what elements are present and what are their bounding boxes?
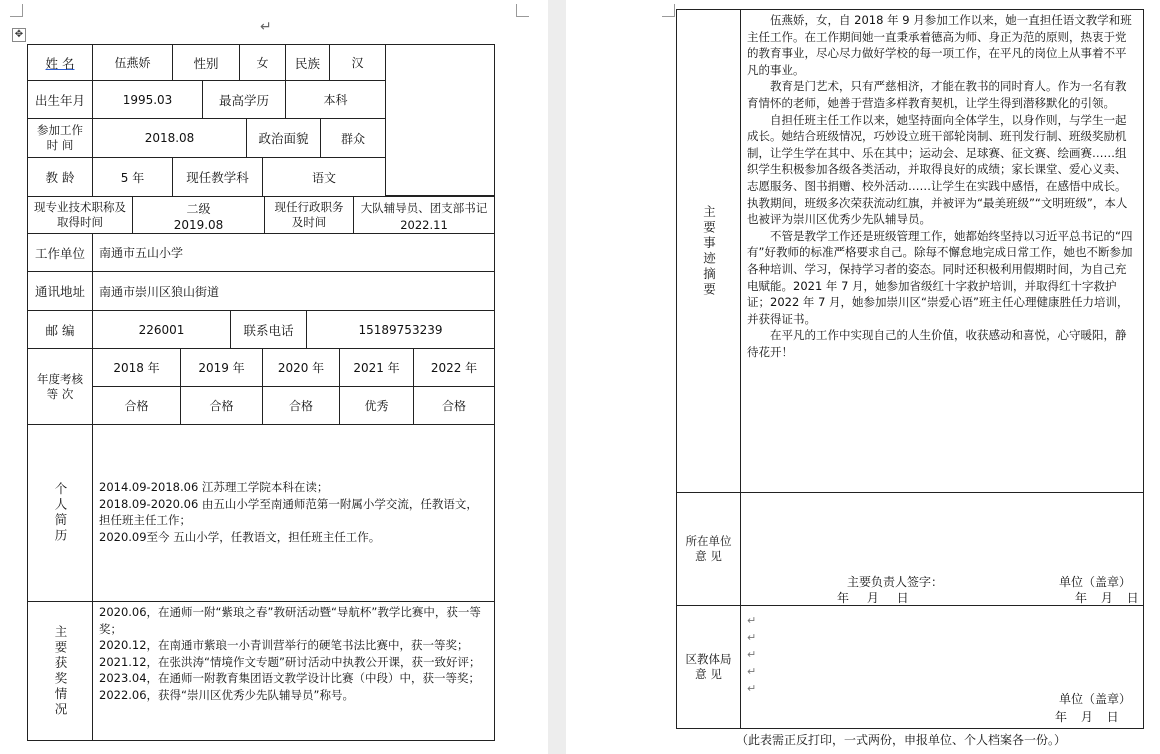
- title-date: 2019.08: [173, 218, 224, 232]
- deeds-paragraph: 自担任班主任工作以来，她坚持面向全体学生，以身作则，与学生一起成长。她结合班级情况，巧妙设立班干部轮岗制、班刊发行制、班级奖励机制，让学生学在其中、乐在其中；运动会、足球赛、征文赛、绘画赛……组织学生积极参加各级各类活动，并取得良好的成绩；家长课堂、爱心义卖、志愿服务、图书捐赠、校外活动……让学生在实践中感悟，在感悟中成长。执教期间，班级多次荣获流动红旗，并被评为“最美班级”“文明班级”，本人也被评为崇川区优秀少先队辅导员。: [747, 112, 1128, 227]
- teaching-years-label: 教 龄: [27, 157, 93, 197]
- birth-value[interactable]: 1995.03: [92, 80, 203, 119]
- footnote: （此表需正反打印，一式两份，申报单位、个人档案各一份。）: [736, 733, 1067, 747]
- bureau-seal-label: 单位（盖章）: [1059, 692, 1132, 706]
- deeds-paragraph: 不管是教学工作还是班级管理工作，她都始终坚持以习近平总书记的“四有”好教师的标准严格要求自己。除每不懈怠地完成日常工作，她也不断参加各种培训、学习，保持学习者的姿态。同时还积极利用假期时间，为自己充电赋能。2021 年 7 月，她参加省级红十字救护培训，并取得红十字救护证；2022 年 7 月，她参加崇川区“崇爱心语”班主任心理健康胜任力培训，并获得证书。: [747, 228, 1133, 326]
- bureau-opinion-label: 区教体局意 见: [676, 605, 741, 729]
- annual-result[interactable]: 合格: [92, 386, 181, 425]
- deeds-label: 主要事迹摘要: [676, 9, 741, 493]
- resume-line: 2018.09-2020.06 由五山小学至南通师范第一附属小学交流，任教语文，担任班主任工作；: [99, 496, 478, 528]
- leader-signature-label: 主要负责人签字：: [847, 575, 944, 589]
- title-value-cell[interactable]: [132, 196, 265, 234]
- subject-value[interactable]: 语文: [262, 157, 386, 197]
- corner-mark: [662, 4, 675, 17]
- unit-opinion-label: 所在单位意 见: [676, 492, 741, 606]
- annual-result[interactable]: 合格: [180, 386, 263, 425]
- corner-mark: [516, 4, 529, 17]
- award-line: 2022.06，获得“崇川区优秀少先队辅导员”称号。: [99, 687, 354, 702]
- deeds-content[interactable]: [740, 9, 1144, 493]
- bureau-opinion-content[interactable]: [740, 605, 1144, 729]
- birth-label: 出生年月: [27, 80, 93, 119]
- ethnicity-value[interactable]: 汉: [329, 44, 386, 81]
- paragraph-marks: ↵ ↵ ↵ ↵ ↵: [747, 614, 757, 695]
- admin-label: 现任行政职务及时间: [264, 196, 354, 234]
- awards-label: 主要获奖情况: [27, 601, 93, 741]
- date-line: 年 月 日: [1075, 591, 1139, 605]
- ethnicity-label: 民族: [285, 44, 330, 81]
- teaching-years-value[interactable]: 5 年: [92, 157, 173, 197]
- paragraph-mark: ↵: [260, 19, 272, 35]
- annual-result[interactable]: 合格: [262, 386, 340, 425]
- photo-cell: [385, 44, 495, 196]
- page-right: [566, 0, 1160, 754]
- title-level: 二级: [186, 201, 211, 216]
- corner-mark: [10, 4, 23, 17]
- work-start-label: 参加工作时 间: [27, 118, 93, 158]
- education-label: 最高学历: [202, 80, 286, 119]
- political-label: 政治面貌: [246, 118, 321, 158]
- annual-year: 2019 年: [180, 348, 263, 387]
- political-value[interactable]: 群众: [320, 118, 386, 158]
- address-value[interactable]: 南通市崇川区狼山街道: [92, 271, 495, 311]
- resume-label: 个人简历: [27, 424, 93, 602]
- resume-line: 2014.09-2018.06 江苏理工学院本科在读；: [99, 480, 329, 494]
- resume-line: 2020.09至今 五山小学，任教语文，担任班主任工作。: [99, 529, 381, 544]
- annual-year: 2021 年: [339, 348, 414, 387]
- unit-seal-label: 单位（盖章）: [1059, 575, 1132, 589]
- page-left: [0, 0, 548, 754]
- table-move-handle-icon[interactable]: ✥: [12, 28, 26, 42]
- name-label: 姓 名: [27, 44, 93, 81]
- education-value[interactable]: 本科: [285, 80, 386, 119]
- employer-value[interactable]: 南通市五山小学: [92, 233, 495, 272]
- award-line: 2021.12，在张洪涛“情境作文专题”研讨活动中执教公开课，获一致好评；: [99, 654, 481, 669]
- gender-label: 性别: [172, 44, 240, 81]
- award-line: 2020.12，在南通市紫琅一小青训营举行的硬笔书法比赛中，获一等奖；: [99, 638, 469, 653]
- awards-content[interactable]: [92, 601, 495, 741]
- admin-date: 2022.11: [400, 217, 448, 232]
- postcode-label: 邮 编: [27, 310, 93, 349]
- phone-label: 联系电话: [230, 310, 307, 349]
- annual-year: 2020 年: [262, 348, 340, 387]
- work-start-value[interactable]: 2018.08: [92, 118, 247, 158]
- title-label: 现专业技术职称及取得时间: [27, 196, 133, 234]
- address-label: 通讯地址: [27, 271, 93, 311]
- award-line: 2020.06，在通师一附“紫琅之春”教研活动暨“导航杯”教学比赛中，获一等奖；: [99, 605, 481, 636]
- deeds-paragraph: 伍燕娇，女，自 2018 年 9 月参加工作以来，她一直担任语文教学和班主任工作。在工作期间她一直秉承着德高为师、身正为范的原则，热衷于党的教育事业，尽心尽力做好学校的每一项工作，在平凡的岗位上从事着不平凡的事业。: [747, 13, 1132, 77]
- date-line: 年 月 日: [1055, 710, 1119, 724]
- admin-role: 大队辅导员、团支部书记: [360, 200, 488, 215]
- employer-label: 工作单位: [27, 233, 93, 272]
- date-line: 年 月 日: [837, 591, 909, 605]
- annual-label: 年度考核等 次: [27, 348, 93, 425]
- admin-value-cell[interactable]: [353, 196, 495, 234]
- postcode-value[interactable]: 226001: [92, 310, 231, 349]
- award-line: 2023.04，在通师一附教育集团语文教学设计比赛（中段）中，获一等奖；: [99, 671, 481, 686]
- unit-opinion-content[interactable]: [740, 492, 1144, 606]
- annual-result[interactable]: 优秀: [339, 386, 414, 425]
- resume-content[interactable]: [92, 424, 495, 602]
- subject-label: 现任教学科: [172, 157, 263, 197]
- annual-result[interactable]: 合格: [413, 386, 495, 425]
- gender-value[interactable]: 女: [239, 44, 286, 81]
- annual-year: 2022 年: [413, 348, 495, 387]
- name-value[interactable]: 伍燕娇: [92, 44, 173, 81]
- deeds-paragraph: 在平凡的工作中实现自己的人生价值，收获感动和喜悦，心守暖阳，静待花开！: [747, 328, 1127, 359]
- deeds-paragraph: 教育是门艺术，只有严慈相济，才能在教书的同时育人。作为一名有教育情怀的老师，她善于营造多样教育契机，让学生得到潜移默化的引领。: [747, 79, 1127, 110]
- annual-year: 2018 年: [92, 348, 181, 387]
- phone-value[interactable]: 15189753239: [306, 310, 495, 349]
